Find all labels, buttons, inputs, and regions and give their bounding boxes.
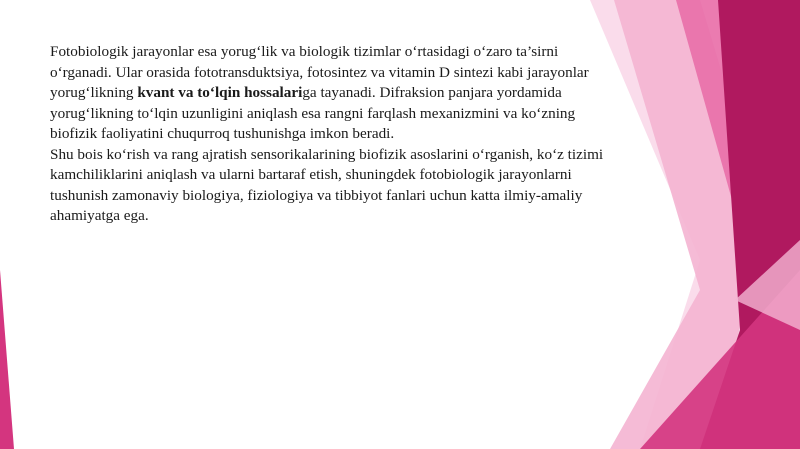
- paragraph-1-end: ga tayanadi. Difraksion panjara yordamida yorug‘likning to‘lqin uzunligini aniqlash esa rangni farqlash mexanizmini va ko‘zning biofizik faoliyatini chuqurroq tushunishga imkon beradi.: [50, 84, 576, 142]
- deco-left-sliver: [0, 270, 14, 449]
- paragraph-1-start: Fotobiologik jarayonlar esa yorug‘lik va biologik tizimlar o‘rtasidagi o‘zaro ta’sirni o‘rganadi. Ular orasida fototransduktsiya, fotosintez va vitamin D sintezi kabi jarayonlar yorug‘likning: [50, 43, 589, 101]
- paragraph-1-bold: kvant va to‘lqin hossalari: [137, 84, 303, 101]
- body-text: [50, 42, 610, 227]
- paragraph-1: [50, 42, 610, 145]
- paragraph-2: Shu bois ko‘rish va rang ajratish sensorikalarining biofizik asoslarini o‘rganish, ko‘z tizimi kamchiliklarini aniqlash va ularni bartaraf etish, shuningdek fotobiologik jarayonlarni tushunish zamonaviy biologiya, fiziologiya va tibbiyot fanlari uchun katta ilmiy-amaliy ahamiyatga ega.: [50, 145, 604, 224]
